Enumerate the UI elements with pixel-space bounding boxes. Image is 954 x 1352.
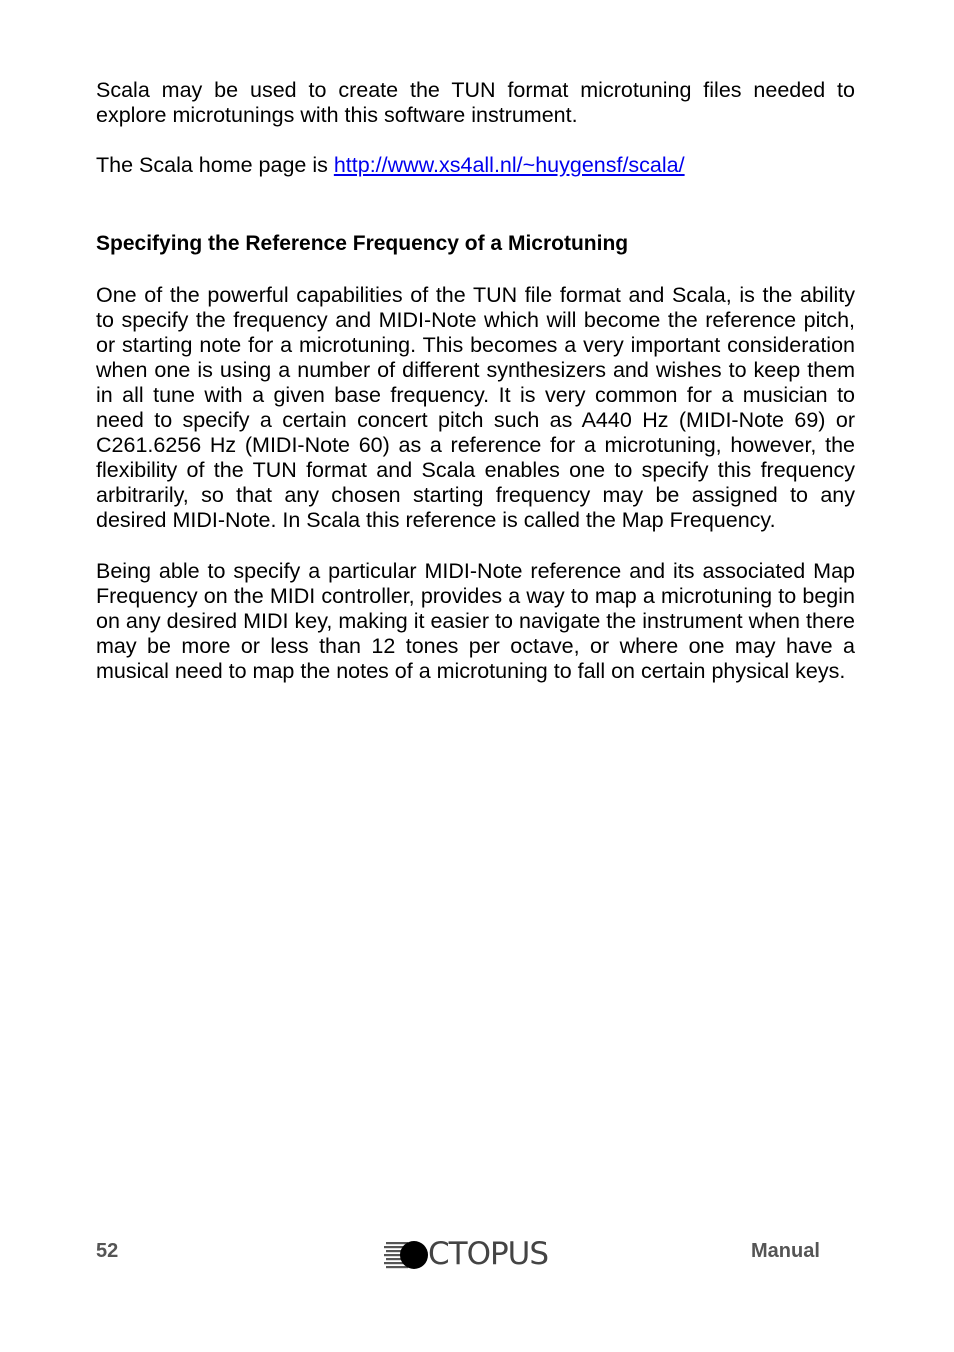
- section-heading: Specifying the Reference Frequency of a Microtuning: [96, 232, 629, 255]
- logo-text: CTOPUS: [428, 1236, 549, 1272]
- paragraph-intro: Scala may be used to create the TUN format microtuning files needed to explore microtunings with this software instrument.: [96, 78, 855, 127]
- footer-label: Manual: [751, 1240, 820, 1262]
- paragraph-reference-frequency: One of the powerful capabilities of the TUN file format and Scala, is the ability to specify the frequency and MIDI-Note which will become the reference pitch, or starting note for a microtuning. This becomes a very important consideration when one is using a number of different synthesizers and wishes to keep them in all tune with a given base frequency. It is very common for a musician to need to specify a certain concert pitch such as A440 Hz (MIDI-Note 69) or C261.6256 Hz (MIDI-Note 60) as a reference for a microtuning, however, the flexibility of the TUN format and Scala enables one to specify this frequency arbitrarily, so that any chosen starting frequency may be assigned to any desired MIDI-Note. In Scala this reference is called the Map Frequency.: [96, 283, 855, 532]
- page-footer: [0, 1232, 954, 1276]
- paragraph-midi-note: Being able to specify a particular MIDI-Note reference and its associated Map Frequency on the MIDI controller, provides a way to map a microtuning to begin on any desired MIDI key, making it easier to navigate the instrument when there may be more or less than 12 tones per octave, or where one may have a musical need to map the notes of a microtuning to fall on certain physical keys.: [96, 559, 855, 683]
- document-body: [96, 78, 855, 684]
- paragraph-home-page: [96, 153, 855, 178]
- page-number: 52: [96, 1240, 119, 1262]
- octopus-logo: [384, 1236, 548, 1272]
- home-page-text: The Scala home page is: [96, 153, 334, 177]
- scala-home-link[interactable]: http://www.xs4all.nl/~huygensf/scala/: [333, 153, 685, 177]
- octopus-logo-icon: [384, 1237, 430, 1271]
